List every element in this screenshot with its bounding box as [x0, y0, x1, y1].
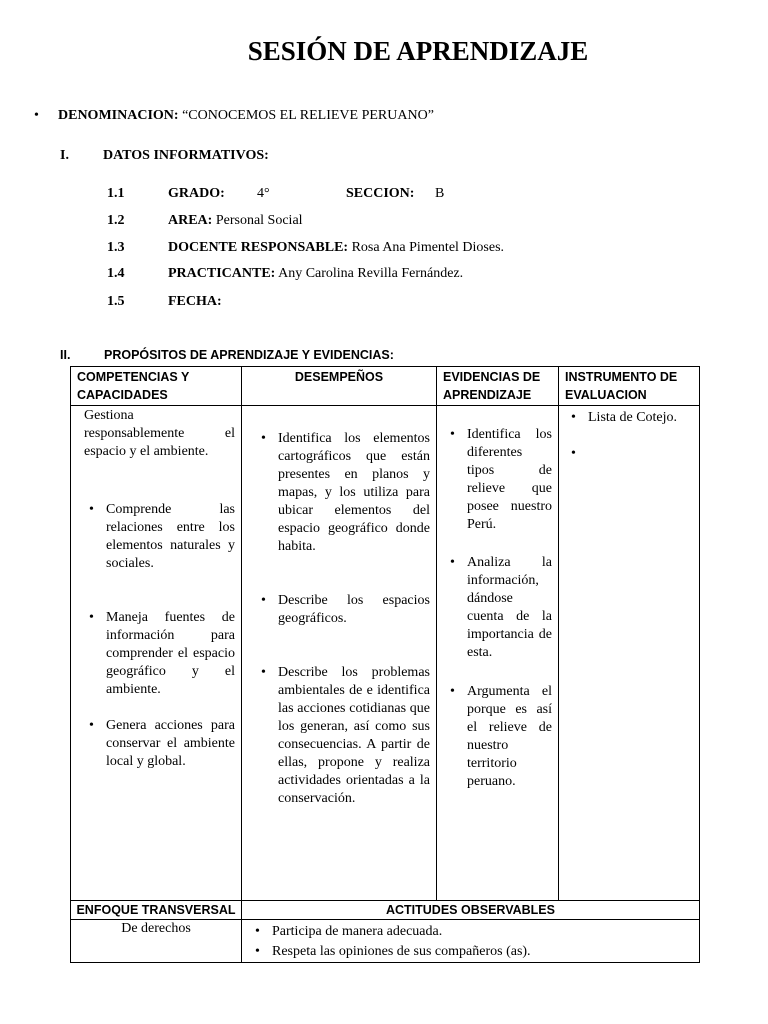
section1-title: DATOS INFORMATIVOS: [103, 148, 269, 163]
instrumento-cell [559, 406, 700, 901]
actitudes-list [248, 922, 693, 962]
grado-label: GRADO: [168, 186, 225, 201]
practicante-value: Any Carolina Revilla Fernández. [278, 266, 464, 281]
table-content-row [71, 406, 700, 901]
evidencias-cell [437, 406, 559, 901]
grado-number: 1.1 [107, 186, 125, 201]
evidencias-list [445, 426, 552, 791]
list-item: • Genera acciones para conservar el ambiente local y global. [106, 717, 235, 771]
denominacion [58, 108, 434, 124]
enfoque-row [71, 920, 700, 963]
header-evidencias: EVIDENCIAS DE APRENDIZAJE [437, 367, 559, 406]
desempenos-list [256, 430, 430, 808]
list-item: • Maneja fuentes de información para comprender el espacio geográfico y el ambiente. [106, 609, 235, 699]
denominacion-bullet: • [34, 108, 39, 123]
denominacion-value: “CONOCEMOS EL RELIEVE PERUANO” [182, 108, 434, 123]
section2-number: II. [60, 348, 71, 362]
area-value: Personal Social [215, 213, 303, 228]
instrumentos-list [566, 409, 693, 463]
seccion-label: SECCION: [346, 186, 415, 201]
docente-number: 1.3 [107, 240, 125, 255]
propositos-table [70, 366, 700, 963]
section2-title: PROPÓSITOS DE APRENDIZAJE Y EVIDENCIAS: [104, 348, 394, 362]
area-row [168, 213, 303, 229]
list-item [588, 445, 693, 463]
denominacion-label: DENOMINACION: [58, 108, 179, 123]
seccion-value: B [435, 186, 445, 201]
area-number: 1.2 [107, 213, 125, 228]
fecha-number: 1.5 [107, 294, 125, 309]
header-desempenos: DESEMPEÑOS [242, 367, 437, 406]
docente-label: DOCENTE RESPONSABLE: [168, 240, 349, 255]
page-title: SESIÓN DE APRENDIZAJE [247, 36, 589, 66]
header-instrumento: INSTRUMENTO DE EVALUACION [559, 367, 700, 406]
list-item: • Respeta las opiniones de sus compañeros (as). [272, 942, 693, 962]
list-item: • Analiza la información, dándose cuenta de la importancia de esta. [467, 554, 552, 662]
list-item: • Comprende las relaciones entre los elementos naturales y sociales. [106, 501, 235, 573]
competencias-cell [71, 406, 242, 901]
header-competencias: COMPETENCIAS Y CAPACIDADES [71, 367, 242, 406]
competencia-text: Gestiona responsablemente el espacio y el ambiente. [84, 408, 235, 459]
list-item: • Identifica los elementos cartográficos que están presentes en planos y mapas, y los utiliza para ubicar elementos del espacio geográfico donde habita. [278, 430, 430, 556]
practicante-number: 1.4 [107, 266, 125, 281]
list-item: • Identifica los diferentes tipos de relieve que posee nuestro Perú. [467, 426, 552, 534]
list-item: • Participa de manera adecuada. [272, 922, 693, 942]
section1-number: I. [60, 148, 69, 163]
grado-value: 4° [257, 186, 270, 201]
capacidades-list [84, 501, 235, 771]
header-enfoque: ENFOQUE TRANSVERSAL [71, 901, 242, 920]
docente-row [168, 240, 504, 256]
table-header-row [71, 367, 700, 406]
practicante-row [168, 266, 463, 282]
desempenos-cell [242, 406, 437, 901]
header-actitudes: ACTITUDES OBSERVABLES [242, 901, 700, 920]
fecha-label: FECHA: [168, 294, 222, 309]
enfoque-cell: De derechos [71, 920, 242, 963]
practicante-label: PRACTICANTE: [168, 266, 276, 281]
list-item: • Describe los problemas ambientales de e identifica las acciones cotidianas que los generan, así como sus consecuencias. A partir de ellas, propone y realiza actividades orientadas a la conservación. [278, 664, 430, 808]
enfoque-header-row [71, 901, 700, 920]
actitudes-cell [242, 920, 700, 963]
docente-value: Rosa Ana Pimentel Dioses. [351, 240, 505, 255]
list-item: • Argumenta el porque es así el relieve de nuestro territorio peruano. [467, 683, 552, 791]
list-item: • Describe los espacios geográficos. [278, 592, 430, 628]
list-item: • Lista de Cotejo. [588, 409, 693, 427]
area-label: AREA: [168, 213, 213, 228]
